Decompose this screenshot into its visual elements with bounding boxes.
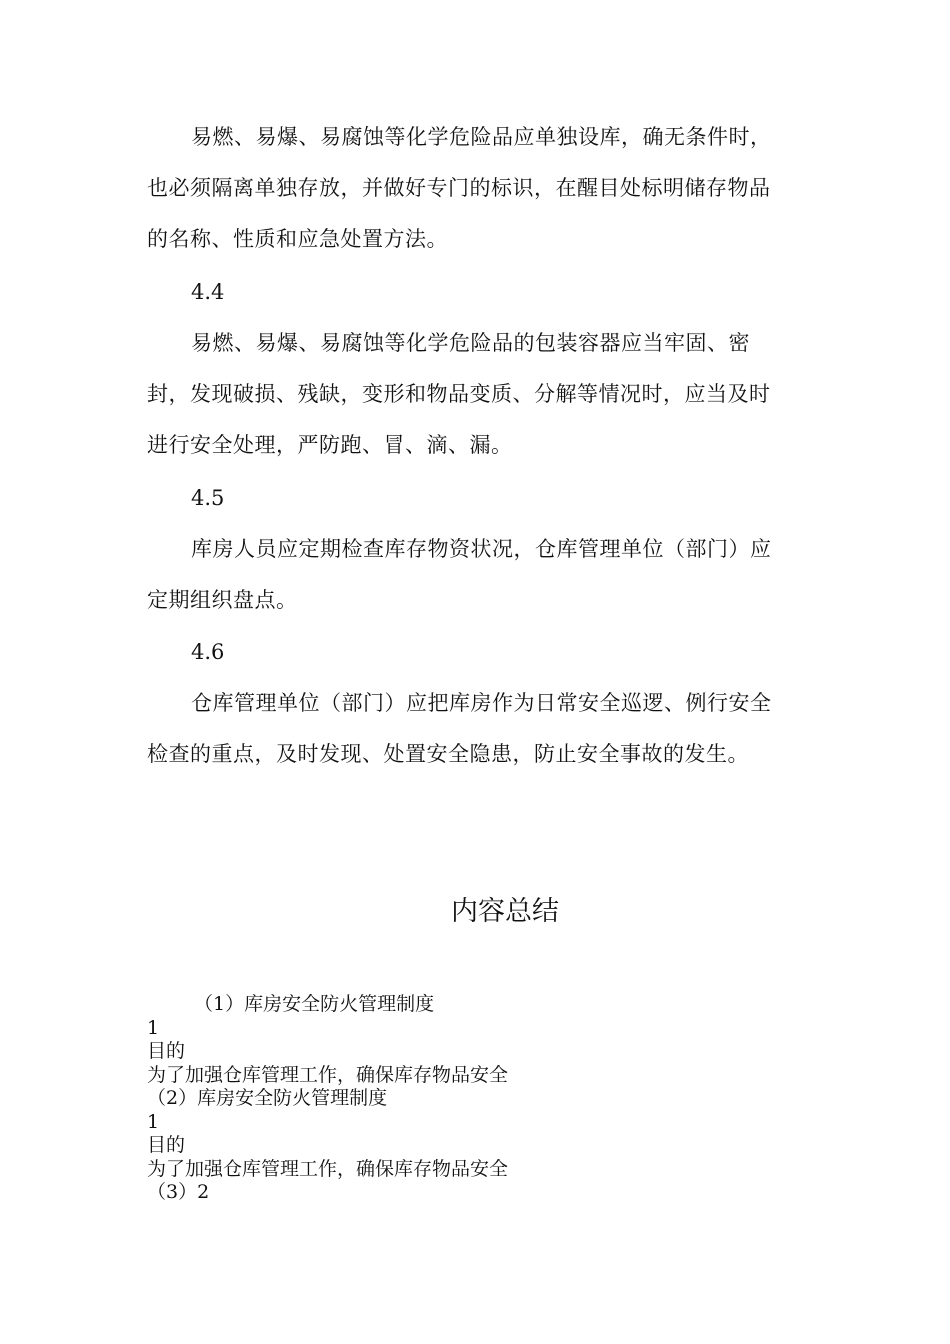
section-number-4-5: 4.5: [191, 486, 225, 510]
paragraph-packaging: [147, 318, 797, 471]
paragraph-line: 仓库管理单位（部门）应把库房作为日常安全巡逻、例行安全: [191, 691, 772, 715]
paragraph-line: 的名称、性质和应急处置方法。: [147, 227, 448, 251]
summary-item: 1: [147, 1016, 160, 1039]
summary-item: （1）库房安全防火管理制度: [194, 993, 435, 1015]
paragraph-line: 进行安全处理，严防跑、冒、滴、漏。: [147, 433, 513, 457]
paragraph-safety-patrol: [147, 678, 797, 780]
paragraph-line: 也必须隔离单独存放，并做好专门的标识，在醒目处标明储存物品: [147, 176, 771, 200]
section-number-4-6: 4.6: [191, 640, 225, 664]
paragraph-hazardous-storage: [147, 112, 797, 265]
paragraph-line: 库房人员应定期检查库存物资状况，仓库管理单位（部门）应: [191, 537, 772, 561]
summary-item: 目的: [147, 1040, 186, 1062]
paragraph-line: 易燃、易爆、易腐蚀等化学危险品应单独设库，确无条件时，: [191, 125, 772, 149]
paragraph-line: 检查的重点，及时发现、处置安全隐患，防止安全事故的发生。: [147, 742, 749, 766]
summary-item: 目的: [147, 1134, 186, 1156]
paragraph-inventory-check: [147, 524, 797, 626]
summary-item: （2）库房安全防火管理制度: [147, 1087, 388, 1109]
paragraph-line: 定期组织盘点。: [147, 588, 298, 612]
summary-item: 1: [147, 1110, 160, 1133]
paragraph-line: 封，发现破损、残缺，变形和物品变质、分解等情况时，应当及时: [147, 382, 771, 406]
section-number-4-4: 4.4: [191, 280, 225, 304]
summary-item: （3）2: [147, 1181, 210, 1203]
paragraph-line: 易燃、易爆、易腐蚀等化学危险品的包装容器应当牢固、密: [191, 331, 750, 355]
summary-list: [147, 993, 847, 1205]
summary-title: 内容总结: [451, 896, 559, 927]
summary-item: 为了加强仓库管理工作，确保库存物品安全: [147, 1063, 509, 1086]
summary-item: 为了加强仓库管理工作，确保库存物品安全: [147, 1157, 509, 1180]
